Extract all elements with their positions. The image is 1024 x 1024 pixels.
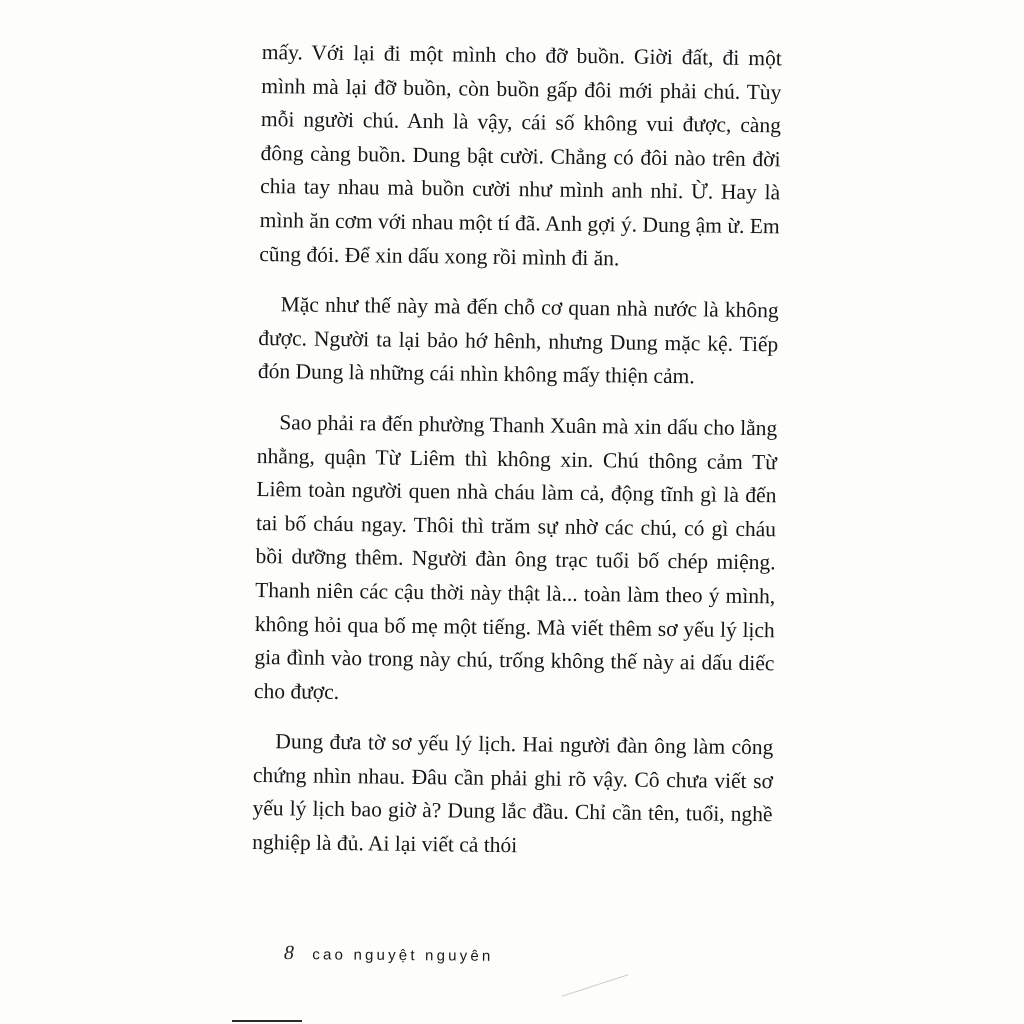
page-number: 8 <box>283 942 294 965</box>
paragraph-1: mấy. Với lại đi một mình cho đỡ buồn. Giời đất, đi một mình mà lại đỡ buồn, còn buồn gấp đôi mới phải chú. Tùy mỗi người chú. Anh là vậy, cái số không vui được, càng đông càng buồn. Dung bật cười. Chẳng có đôi nào trên đời chia tay nhau mà buồn cười như mình anh nhỉ. Ừ. Hay là mình ăn cơm với nhau một tí đã. Anh gợi ý. Dung ậm ừ. Em cũng đói. Để xin dấu xong rồi mình đi ăn. <box>259 39 782 270</box>
page-footer <box>284 942 494 967</box>
paragraph-3: Sao phải ra đến phường Thanh Xuân mà xin dấu cho lằng nhằng, quận Từ Liêm thì không xin. Chú thông cảm Từ Liêm toàn người quen nhà cháu làm cả, động tĩnh gì là đến tai bố cháu ngay. Thôi thì trăm sự nhờ các chú, có gì cháu bồi dưỡng thêm. Người đàn ông trạc tuổi bố chép miệng. Thanh niên các cậu thời này thật là... toàn làm theo ý mình, không hỏi qua bố mẹ một tiếng. Mà viết thêm sơ yếu lý lịch gia đình vào trong này chú, trống không thế này ai dấu diếc cho được. <box>253 410 778 704</box>
page-edge-line <box>232 1020 302 1022</box>
author-name: cao nguyệt nguyên <box>312 946 494 965</box>
paper-mark <box>562 974 629 997</box>
paragraph-2: Mặc như thế này mà đến chỗ cơ quan nhà nước là không được. Người ta lại bảo hớ hênh, nhưng Dung mặc kệ. Tiếp đón Dung là những cái nhìn không mấy thiện cảm. <box>257 292 779 389</box>
paragraph-4: Dung đưa tờ sơ yếu lý lịch. Hai người đàn ông làm công chứng nhìn nhau. Đâu cần phải ghi rõ vậy. Cô chưa viết sơ yếu lý lịch bao giờ à? Dung lắc đầu. Chỉ cần tên, tuổi, nghề nghiệp là đủ. Ai lại viết cả thói <box>252 729 774 858</box>
body-text <box>252 36 782 883</box>
